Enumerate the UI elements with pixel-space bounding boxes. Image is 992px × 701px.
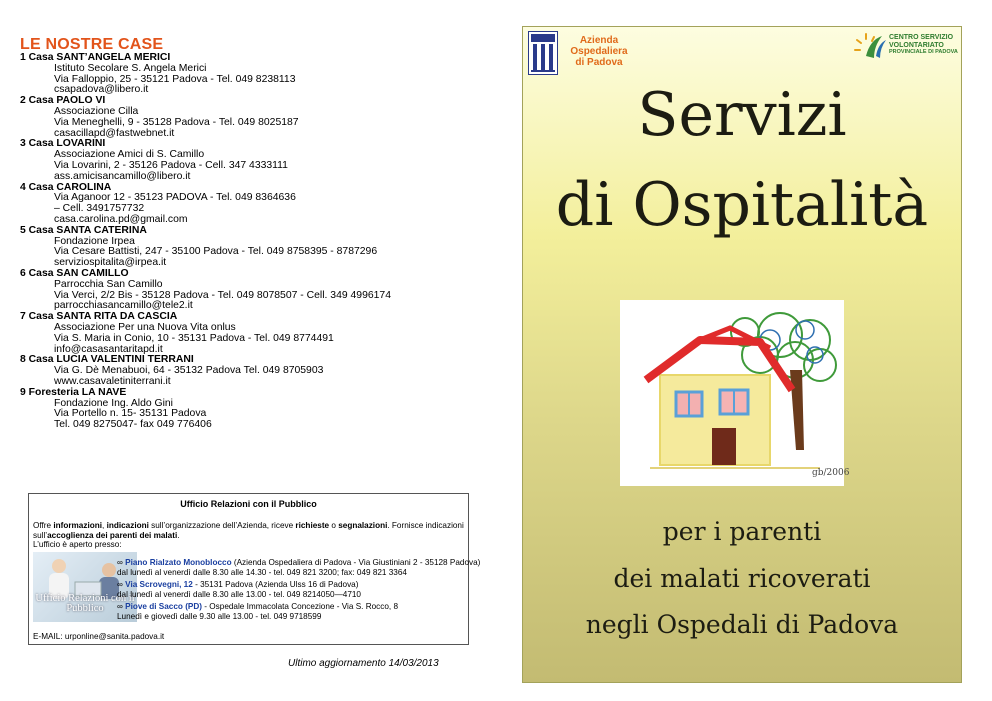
house-drawing [620,300,844,486]
urp-office: ∞ Piove di Sacco (PD) - Ospedale Immacolata Concezione - Via S. Rocco, 8 [117,602,399,611]
casa-line: Via G. Dè Menabuoi, 64 - 35132 Padova Tel. 049 8705903 [54,365,324,377]
urp-desc-text: . Fornisce indicazioni sull’ [33,521,464,540]
casa-entry [20,388,490,431]
urp-office-hours: Lunedì e giovedì dalle 9.30 alle 13.00 - tel. 049 9718599 [117,612,322,621]
urp-open-label: L’ufficio è aperto presso: [33,540,122,550]
casa-name: 1 Casa SANT’ANGELA MERICI [20,52,171,63]
casa-name: 2 Casa PAOLO VI [20,95,106,107]
casa-name: 9 Foresteria LA NAVE [20,386,127,398]
azienda-line: Azienda Ospedaliera [570,35,628,57]
casa-line: Associazione Per una Nuova Vita onlus [54,321,236,333]
urp-desc-text: Offre [33,521,54,530]
urp-desc-bold: accoglienza dei parenti dei malati [47,530,178,540]
casa-email[interactable]: info@casasantaritapd.it [54,343,163,355]
casa-entry [20,53,490,96]
casa-line: Tel. 049 8275047- fax 049 776406 [54,419,212,431]
casa-entry [20,139,490,182]
casa-entry [20,269,490,312]
cover-subtitle-line-3: negli Ospedali di Padova [585,610,899,639]
urp-office-hours: dal lunedì al venerdì dalle 8.30 alle 13.00 - tel. 049 8214050—4710 [117,590,361,599]
urp-photo-label: Ufficio Relazioni con il Pubblico [35,593,135,614]
last-update: Ultimo aggiornamento 14/03/2013 [288,658,439,669]
casa-line: Via Verci, 2/2 Bis - 35128 Padova - Tel. 049 8078507 - Cell. 349 4996174 [54,289,391,301]
urp-email[interactable]: E-MAIL: urponline@sanita.padova.it [33,632,165,641]
casa-line: Via S. Maria in Conio, 10 - 35131 Padova - Tel. 049 8774491 [54,332,334,344]
casa-website[interactable]: www.casavaletiniterrani.it [54,375,171,387]
casa-email[interactable]: csapadova@libero.it [54,84,149,96]
urp-office-detail: (Azienda Ospedaliera di Padova - Via Giustiniani 2 - 35128 Padova) [231,558,481,567]
csv-line: CENTRO SERVIZIO [889,34,954,41]
casa-line: Associazione Amici di S. Camillo [54,149,205,161]
urp-desc-bold: informazioni [53,521,102,530]
urp-desc-bold: indicazioni [106,521,149,530]
urp-office-hours: dal lunedì al venerdì dalle 8.30 alle 14.30 - tel. 049 821 3200; fax: 049 821 3364 [117,568,407,577]
university-logo-icon [529,32,557,74]
casa-name: 3 Casa LOVARINI [20,138,106,150]
csv-label [889,34,958,57]
casa-name: 8 Casa LUCIA VALENTINI TERRANI [20,354,194,366]
house-tree-illustration [620,300,844,486]
csv-line: PROVINCIALE DI PADOVA [889,49,958,55]
casa-line: Fondazione Irpea [54,235,135,247]
cover-subtitle-line-2: dei malati ricoverati [613,564,871,593]
urp-office-detail: - Ospedale Immacolata Concezione - Via S. Rocco, 8 [202,602,399,611]
cover-title-line-1: Servizi [637,80,847,150]
case-list [20,53,490,431]
casa-line: Via Aganoor 12 - 35123 PADOVA - Tel. 049 8364636 [54,192,296,204]
azienda-label [558,35,640,68]
urp-office: ∞ Via Scrovegni, 12 - 35131 Padova (Azienda Ulss 16 di Padova) [117,580,359,589]
urp-desc-bold: richieste [295,521,330,530]
casa-line: Via Lovarini, 2 - 35126 Padova - Cell. 347 4333111 [54,159,288,171]
casa-email[interactable]: casa.carolina.pd@gmail.com [54,213,188,225]
urp-office: ∞ Piano Rialzato Monoblocco (Azienda Ospedaliera di Padova - Via Giustiniani 2 - 35128 Padova) [117,558,481,567]
casa-entry [20,96,490,139]
drawing-signature: gb/2006 [812,468,850,478]
urp-desc-text: . [177,530,180,540]
cover-title-line-2: di Ospitalità [555,170,929,240]
casa-name: 5 Casa SANTA CATERINA [20,224,147,236]
urp-office-name: Piano Rialzato Monoblocco [125,558,232,567]
casa-line: Via Cesare Battisti, 247 - 35100 Padova - Tel. 049 8758395 - 8787296 [54,246,378,258]
casa-entry [20,226,490,269]
cover-subtitle-line-1: per i parenti [662,517,822,546]
casa-line: Fondazione Ing. Aldo Gini [54,397,173,409]
casa-email[interactable]: casacillapd@fastwebnet.it [54,127,175,139]
casa-line: Via Falloppio, 25 - 35121 Padova - Tel. 049 8238113 [54,73,296,85]
casa-line: Associazione Cilla [54,105,139,117]
casa-line: – Cell. 3491757732 [54,203,145,215]
urp-desc-bold: segnalazioni [338,521,388,530]
case-list-title: LE NOSTRE CASE [20,36,164,53]
urp-box [28,493,481,645]
casa-entry [20,183,490,226]
urp-office-detail: - 35131 Padova (Azienda Ulss 16 di Padova) [192,580,359,589]
casa-name: 4 Casa CAROLINA [20,181,112,193]
azienda-line: di Padova [575,57,623,68]
urp-desc-text: sull’organizzazione dell’Azienda, riceve [148,521,296,530]
urp-description [33,521,465,550]
casa-email[interactable]: ass.amicisancamillo@libero.it [54,170,191,182]
csv-line: VOLONTARIATO [889,41,944,49]
casa-name: 7 Casa SANTA RITA DA CASCIA [20,311,178,323]
urp-desc-text: o [329,521,339,530]
casa-entry [20,312,490,355]
casa-entry [20,355,490,387]
casa-line: Via Meneghelli, 9 - 35128 Padova - Tel. 049 8025187 [54,116,299,128]
urp-office-name: Via Scrovegni, 12 [125,580,193,589]
casa-name: 6 Casa SAN CAMILLO [20,267,129,279]
casa-line: Istituto Secolare S. Angela Merici [54,62,207,74]
university-logo [528,31,558,75]
casa-email[interactable]: parrocchiasancamillo@tele2.it [54,300,193,312]
casa-email[interactable]: serviziospitalita@irpea.it [54,257,167,269]
urp-desc-text: , [102,521,107,530]
casa-line: Parrocchia San Camillo [54,278,163,290]
urp-office-name: Piove di Sacco (PD) [125,602,203,611]
urp-title: Ufficio Relazioni con il Pubblico [180,499,317,509]
casa-line: Via Portello n. 15- 35131 Padova [54,408,207,420]
